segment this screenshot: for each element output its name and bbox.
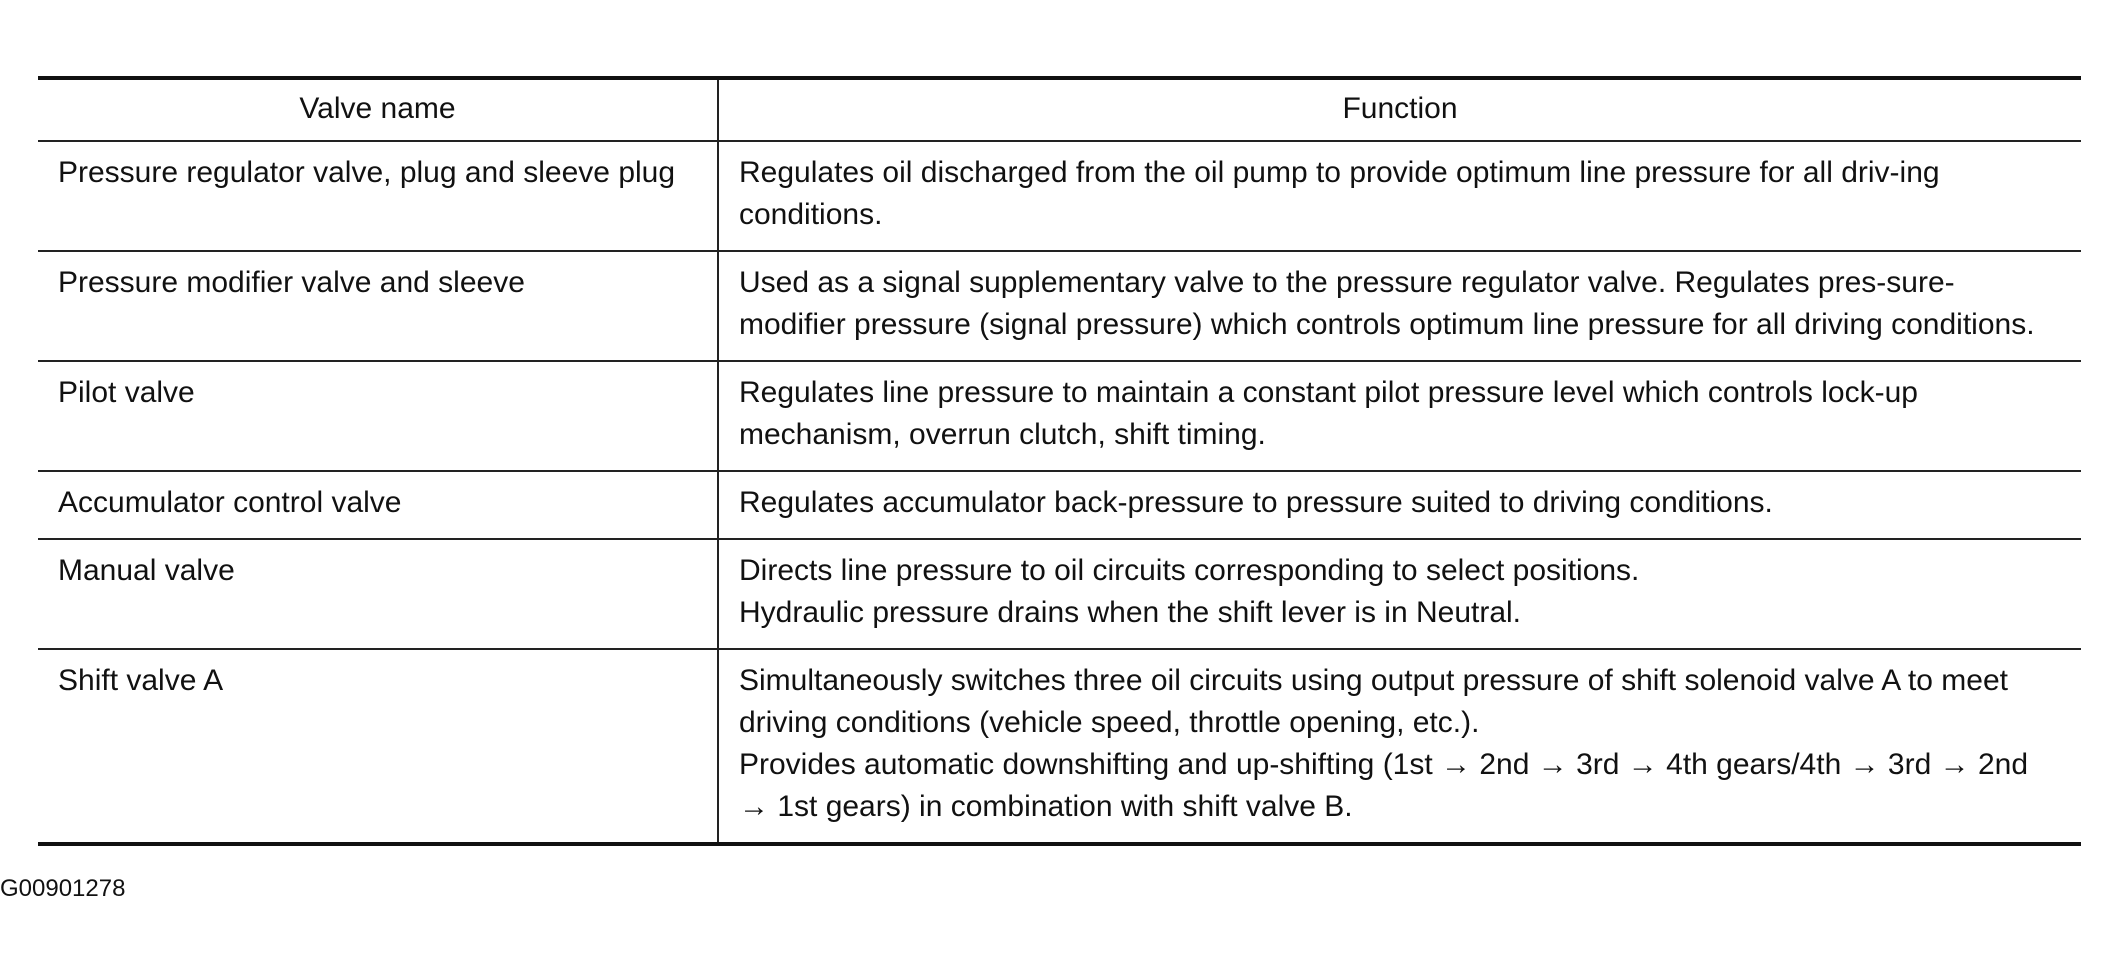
table-row bbox=[38, 141, 2081, 251]
table-row bbox=[38, 361, 2081, 471]
table-row bbox=[38, 649, 2081, 844]
table-row bbox=[38, 251, 2081, 361]
function-text: Provides automatic downshifting and up-shifting (1st → 2nd → 3rd → 4th gears/4th → 3rd → 2nd → 1st gears) in combination with shift valve B. bbox=[739, 748, 2029, 823]
function-text: Used as a signal supplementary valve to the pressure regulator valve. Regulates pres-sure-modifier pressure (signal pressure) which controls optimum line pressure for all driving conditions. bbox=[739, 266, 2035, 341]
function-cell bbox=[718, 471, 2081, 539]
function-text: Directs line pressure to oil circuits corresponding to select positions. bbox=[739, 554, 1640, 587]
function-cell bbox=[718, 361, 2081, 471]
table-header-row bbox=[38, 78, 2081, 141]
header-function: Function bbox=[718, 78, 2081, 141]
valve-name-cell: Pressure regulator valve, plug and sleeve plug bbox=[38, 141, 718, 251]
function-text: Regulates line pressure to maintain a constant pilot pressure level which controls lock-up mechanism, overrun clutch, shift timing. bbox=[739, 376, 1918, 451]
function-text: Simultaneously switches three oil circuits using output pressure of shift solenoid valve A to meet driving conditions (vehicle speed, throttle opening, etc.). bbox=[739, 664, 2008, 739]
function-text: Regulates oil discharged from the oil pump to provide optimum line pressure for all driv-ing conditions. bbox=[739, 156, 1940, 231]
document-sheet bbox=[38, 76, 2081, 846]
function-text: Regulates accumulator back-pressure to pressure suited to driving conditions. bbox=[739, 486, 1773, 519]
function-cell bbox=[718, 539, 2081, 649]
function-text: Hydraulic pressure drains when the shift lever is in Neutral. bbox=[739, 596, 1522, 629]
valve-function-table bbox=[38, 76, 2081, 846]
table-row bbox=[38, 471, 2081, 539]
valve-name-cell: Pilot valve bbox=[38, 361, 718, 471]
valve-name-cell: Manual valve bbox=[38, 539, 718, 649]
valve-name-cell: Shift valve A bbox=[58, 664, 224, 697]
function-cell bbox=[718, 251, 2081, 361]
figure-code: G00901278 bbox=[0, 875, 126, 902]
function-cell bbox=[718, 141, 2081, 251]
valve-name-cell: Accumulator control valve bbox=[38, 471, 718, 539]
valve-name-cell: Pressure modifier valve and sleeve bbox=[38, 251, 718, 361]
table-row bbox=[38, 539, 2081, 649]
function-cell bbox=[718, 649, 2081, 844]
header-valve-name: Valve name bbox=[38, 78, 718, 141]
